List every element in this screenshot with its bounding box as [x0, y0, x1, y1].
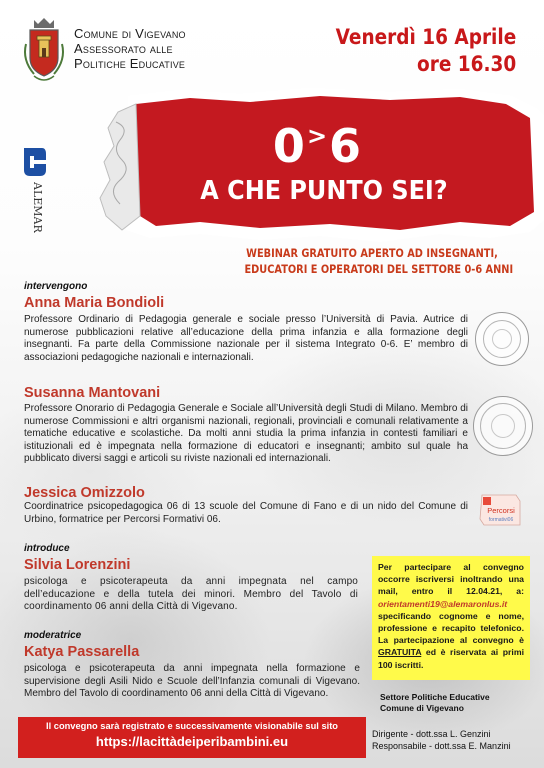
speaker-name-omizzolo: Jessica Omizzolo — [24, 485, 145, 501]
percorsi-logo-line-2: formativi06 — [488, 517, 514, 523]
registration-free: GRATUITA — [378, 647, 422, 658]
speaker-bio-mantovani: Professore Onorario di Pedagogia Generale e Sociale all’Università degli Studi di Milano. Membro di numerose Commissioni e altri organismi nazionali, regionali, provinciali e comunali relativamente a tematiche educative e scolastiche. Da molti anni studia la prima infanzia in contesti familiari e istituzionali ed è impegnata nella formazione di educatori e insegnanti; ambito sul quale ha pubblicato diversi saggi e articoli su riviste nazionali ed internazionali. — [24, 403, 468, 465]
vigevano-crest-icon — [20, 14, 68, 86]
registration-limit: ed è riservata ai primi 100 iscritti. — [378, 647, 524, 670]
registration-details: specificando cognome e nome, professione e recapito telefonico. La partecipazione al convegno è — [378, 610, 524, 646]
event-date — [335, 24, 516, 78]
percorsi-formativi-logo — [478, 493, 522, 527]
office-line-2: Comune di Vigevano — [380, 703, 464, 713]
speaker-name-mantovani: Susanna Mantovani — [24, 385, 161, 401]
event-time: ore 16.30 — [416, 52, 516, 76]
registration-intro: Per partecipare al convegno occorre iscriversi inoltrando una mail, entro il 12.04.21, a: — [378, 562, 524, 597]
percorsi-logo-line-1: Percorsi — [487, 506, 515, 515]
office-staff — [372, 729, 511, 752]
speaker-bio-bondioli: Professore Ordinario di Pedagogia generale e sociale presso l’Università di Pavia. Autrice di numerose pubblicazioni relative all’educazione della prima infanzia e alla formazione degli insegnanti. Fa parte della Commissione nazionale per il sistema Integrato 0-6. E’ membro di associazioni pedagogiche nazionali e internazionali. — [24, 314, 468, 363]
footer-url-link[interactable]: https://lacittàdeiperibambini.eu — [95, 734, 289, 749]
speaker-bio-omizzolo: Coordinatrice psicopedagogica 06 di 13 scuole del Comune di Fano e di un nido del Comune di Urbino, formatrice per Percorsi Formativi 06. — [24, 501, 468, 525]
webinar-line-2: EDUCATORI E OPERATORI DEL SETTORE 0-6 ANNI — [244, 262, 514, 276]
webinar-description — [244, 245, 514, 277]
speaker-name-lorenzini: Silvia Lorenzini — [24, 557, 131, 573]
office-dirigente: Dirigente - dott.ssa L. Genzini — [372, 729, 491, 739]
registration-email-link[interactable]: orientamenti19@alemaronlus.it — [378, 598, 508, 609]
speaker-bio-passarella: psicologa e psicoterapeuta da anni impegnata nella formazione e supervisione degli Asili Nido e Scuole dell’Infanzia comunali di Vigevano. Membro del Tavolo di coordinamento 06 anni della Città di Vigevano. — [24, 663, 360, 700]
office-responsabile: Responsabile - dott.ssa E. Manzini — [372, 740, 511, 751]
recording-footer — [18, 717, 366, 758]
role-introduce: introduce — [24, 543, 70, 554]
title-left: 0 — [272, 119, 305, 173]
registration-info-box — [372, 556, 530, 680]
banner-title — [262, 108, 372, 174]
comune-line-1: Comune di Vigevano — [74, 26, 186, 41]
milano-university-seal-icon — [473, 396, 533, 456]
speaker-name-bondioli: Anna Maria Bondioli — [24, 295, 165, 311]
role-moderatrice: moderatrice — [24, 630, 82, 641]
comune-heading — [74, 26, 186, 71]
title-right: 6 — [329, 119, 362, 173]
alemar-logo — [20, 146, 48, 236]
speaker-bio-lorenzini: psicologa e psicoterapeuta da anni impegnata nel campo dell’educazione e della tutela dei minori. Membro del Tavolo di coordinamento 06 anni della Città di Vigevano. — [24, 576, 358, 613]
alemar-logo-text: ALEMAR — [31, 182, 44, 233]
role-intervengono: intervengono — [24, 281, 88, 292]
office-heading — [380, 692, 490, 714]
speaker-name-passarella: Katya Passarella — [24, 644, 140, 660]
title-separator: > — [306, 122, 328, 150]
comune-line-3: Politiche Educative — [74, 56, 186, 71]
office-line-1: Settore Politiche Educative — [380, 692, 490, 702]
event-day: Venerdì 16 Aprile — [335, 25, 516, 49]
footer-notice: Il convegno sarà registrato e successivamente visionabile sul sito — [46, 721, 338, 731]
banner-subtitle: A CHE PUNTO SEI? — [200, 176, 448, 206]
pavia-university-seal-icon — [475, 312, 529, 366]
comune-line-2: Assessorato alle — [74, 41, 173, 56]
webinar-line-1: WEBINAR GRATUITO APERTO AD INSEGNANTI, — [246, 246, 498, 260]
